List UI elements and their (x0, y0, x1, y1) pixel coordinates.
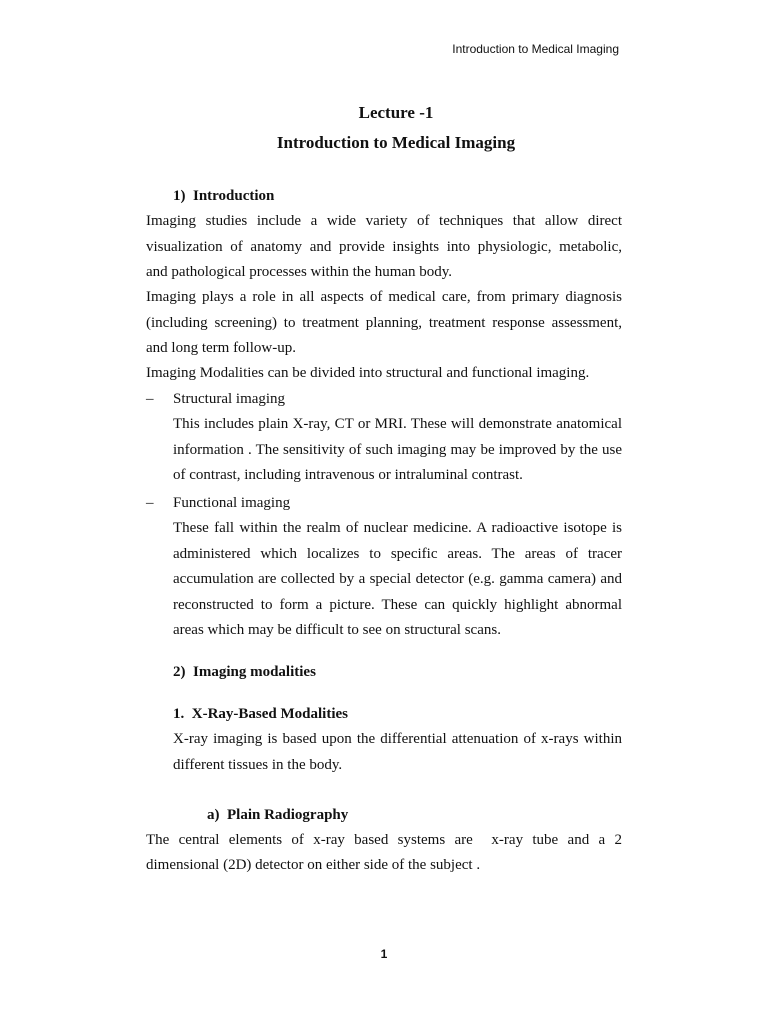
paragraph-line: (including screening) to treatment planning, treatment response assessment, (146, 315, 622, 331)
subsection-heading-plain-radiography: a) Plain Radiography (207, 807, 349, 823)
section-heading-imaging-modalities: 2) Imaging modalities (173, 664, 316, 680)
paragraph-line: Imaging Modalities can be divided into structural and functional imaging. (146, 365, 590, 381)
section-heading-introduction: 1) Introduction (173, 188, 275, 204)
bullet-line: This includes plain X-ray, CT or MRI. These will demonstrate anatomical (173, 416, 622, 432)
paragraph-line: visualization of anatomy and provide insights into physiologic, metabolic, (146, 239, 622, 255)
page-title: Introduction to Medical Imaging (276, 133, 516, 152)
bullet-line: administered which localizes to specific areas. The areas of tracer (173, 546, 622, 562)
paragraph-line: different tissues in the body. (173, 757, 343, 773)
bullet-line: These fall within the realm of nuclear medicine. A radioactive isotope is (173, 520, 622, 536)
paragraph-line: dimensional (2D) detector on either side of the subject . (146, 857, 481, 873)
paragraph-line: and long term follow-up. (146, 340, 296, 356)
bullet-title-functional-imaging: Functional imaging (173, 495, 291, 511)
paragraph-line: Imaging plays a role in all aspects of medical care, from primary diagnosis (146, 289, 622, 305)
bullet-line: reconstructed to form a picture. These can quickly highlight abnormal (173, 597, 622, 613)
bullet-title-structural-imaging: Structural imaging (173, 391, 286, 407)
paragraph-line: and pathological processes within the human body. (146, 264, 453, 280)
lecture-title: Lecture -1 (358, 103, 434, 122)
bullet-line: areas which may be difficult to see on structural scans. (173, 622, 501, 638)
running-header: Introduction to Medical Imaging (452, 42, 619, 56)
paragraph-line: X-ray imaging is based upon the differential attenuation of x-rays within (173, 731, 622, 747)
subsection-heading-xray-modalities: 1. X-Ray-Based Modalities (173, 706, 348, 722)
page-number: 1 (380, 947, 388, 961)
paragraph-line: The central elements of x-ray based systems are x-ray tube and a 2 (146, 832, 622, 848)
bullet-line: accumulation are collected by a special detector (e.g. gamma camera) and (173, 571, 622, 587)
bullet-dash: – (146, 391, 154, 407)
paragraph-line: Imaging studies include a wide variety of techniques that allow direct (146, 213, 622, 229)
bullet-line: of contrast, including intravenous or intraluminal contrast. (173, 467, 523, 483)
bullet-dash: – (146, 495, 154, 511)
bullet-line: information . The sensitivity of such imaging may be improved by the use (173, 442, 622, 458)
